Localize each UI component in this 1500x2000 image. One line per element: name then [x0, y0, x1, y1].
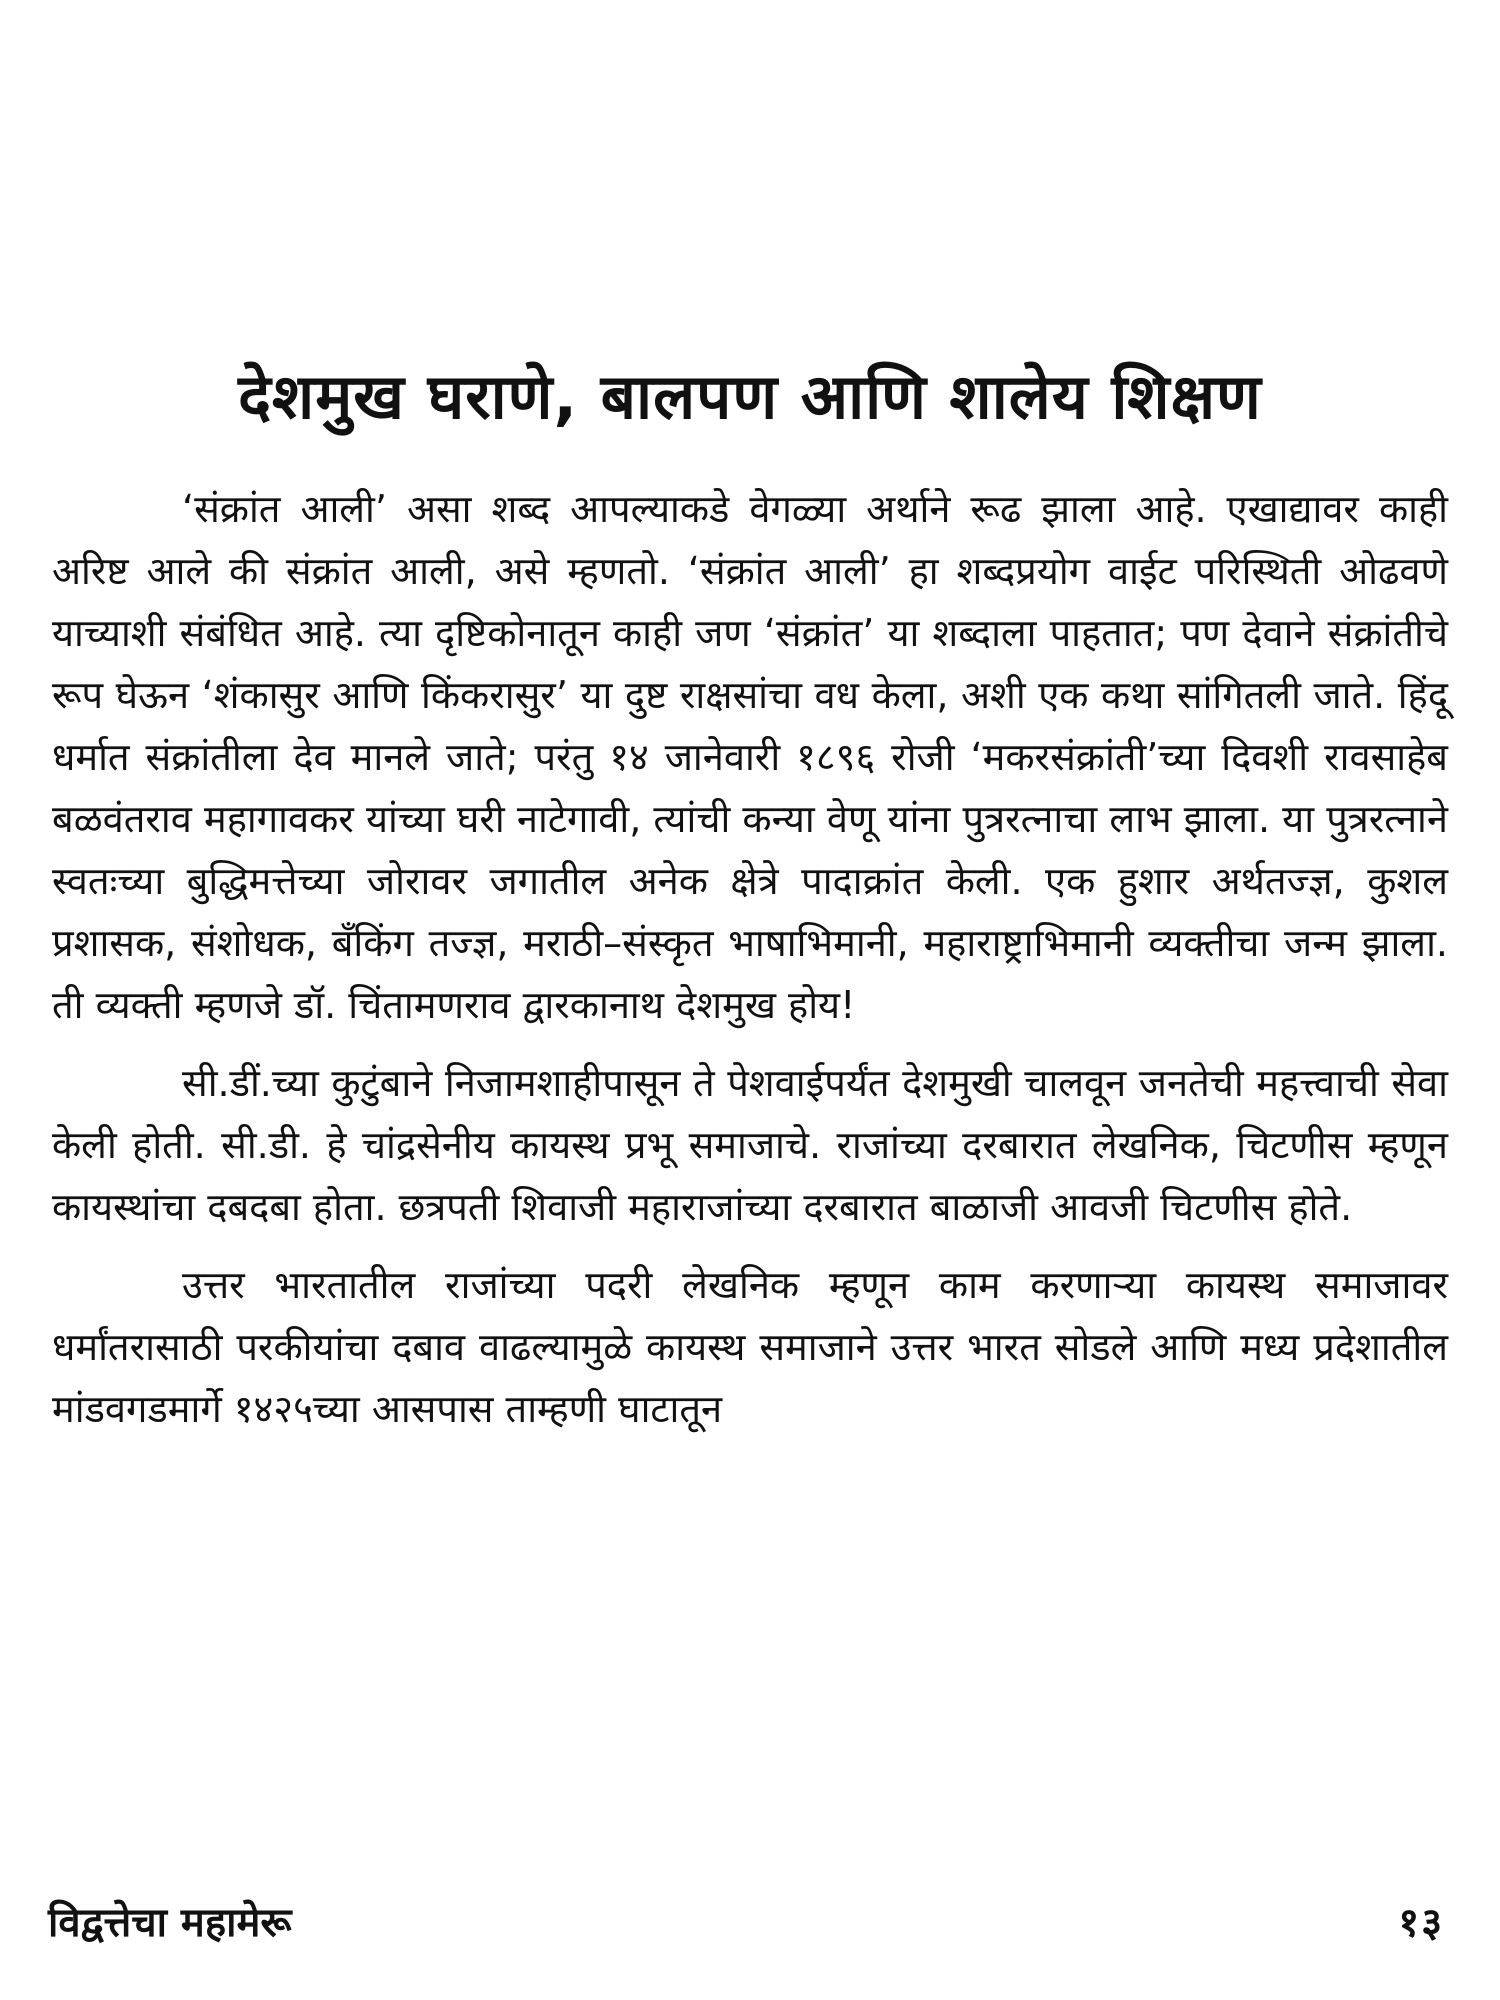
paragraph-family-history: सी.डीं.च्या कुटुंबाने निजामशाहीपासून ते पेशवाईपर्यंत देशमुखी चालवून जनतेची महत्त्वाची सेवा केली होती. सी.डी. हे चांद्रसेनीय कायस्थ प्रभू समाजाचे. राजांच्या दरबारात लेखनिक, चिटणीस म्हणून कायस्थांचा दबदबा होता. छत्रपती शिवाजी महाराजांच्या दरबारात बाळाजी आवजी चिटणीस होते.: [52, 1061, 1448, 1229]
page-footer: [48, 1890, 1444, 1950]
chapter-body: [52, 478, 1448, 1456]
chapter-title: देशमुख घराणे, बालपण आणि शालेय शिक्षण: [238, 359, 1262, 433]
paragraph-sankrant: ‘संक्रांत आली’ असा शब्द आपल्याकडे वेगळ्या अर्थाने रूढ झाला आहे. एखाद्यावर काही अरिष्ट आले की संक्रांत आली, असे म्हणतो. ‘संक्रांत आली’ हा शब्दप्रयोग वाईट परिस्थिती ओढवणे याच्याशी संबंधित आहे. त्या दृष्टिकोनातून काही जण ‘संक्रांत’ या शब्दाला पाहतात; पण देवाने संक्रांतीचे रूप घेऊन ‘शंकासुर आणि किंकरासुर’ या दुष्ट राक्षसांचा वध केला, अशी एक कथा सांगितली जाते. हिंदू धर्मात संक्रांतीला देव मानले जाते; परंतु १४ जानेवारी १८९६ रोजी ‘मकरसंक्रांती’च्या दिवशी रावसाहेब बळवंतराव महागावकर यांच्या घरी नाटेगावी, त्यांची कन्या वेणू यांना पुत्ररत्नाचा लाभ झाला. या पुत्ररत्नाने स्वतःच्या बुद्धिमत्तेच्या जोरावर जगातील अनेक क्षेत्रे पादाक्रांत केली. एक हुशार अर्थतज्ज्ञ, कुशल प्रशासक, संशोधक, बँकिंग तज्ज्ञ, मराठी–संस्कृत भाषाभिमानी, महाराष्ट्राभिमानी व्यक्तीचा जन्म झाला. ती व्यक्ती म्हणजे डॉ. चिंतामणराव द्वारकानाथ देशमुख होय!: [52, 487, 1448, 1027]
page-number: १३: [1398, 1899, 1444, 1946]
paragraph-kayastha-migration: उत्तर भारतातील राजांच्या पदरी लेखनिक म्हणून काम करणाऱ्या कायस्थ समाजावर धर्मांतरासाठी परकीयांचा दबाव वाढल्यामुळे कायस्थ समाजाने उत्तर भारत सोडले आणि मध्य प्रदेशातील मांडवगडमार्गे १४२५च्या आसपास ताम्हणी घाटातून: [52, 1263, 1448, 1431]
running-footer-book-title: विद्वत्तेचा महामेरू: [48, 1899, 292, 1946]
